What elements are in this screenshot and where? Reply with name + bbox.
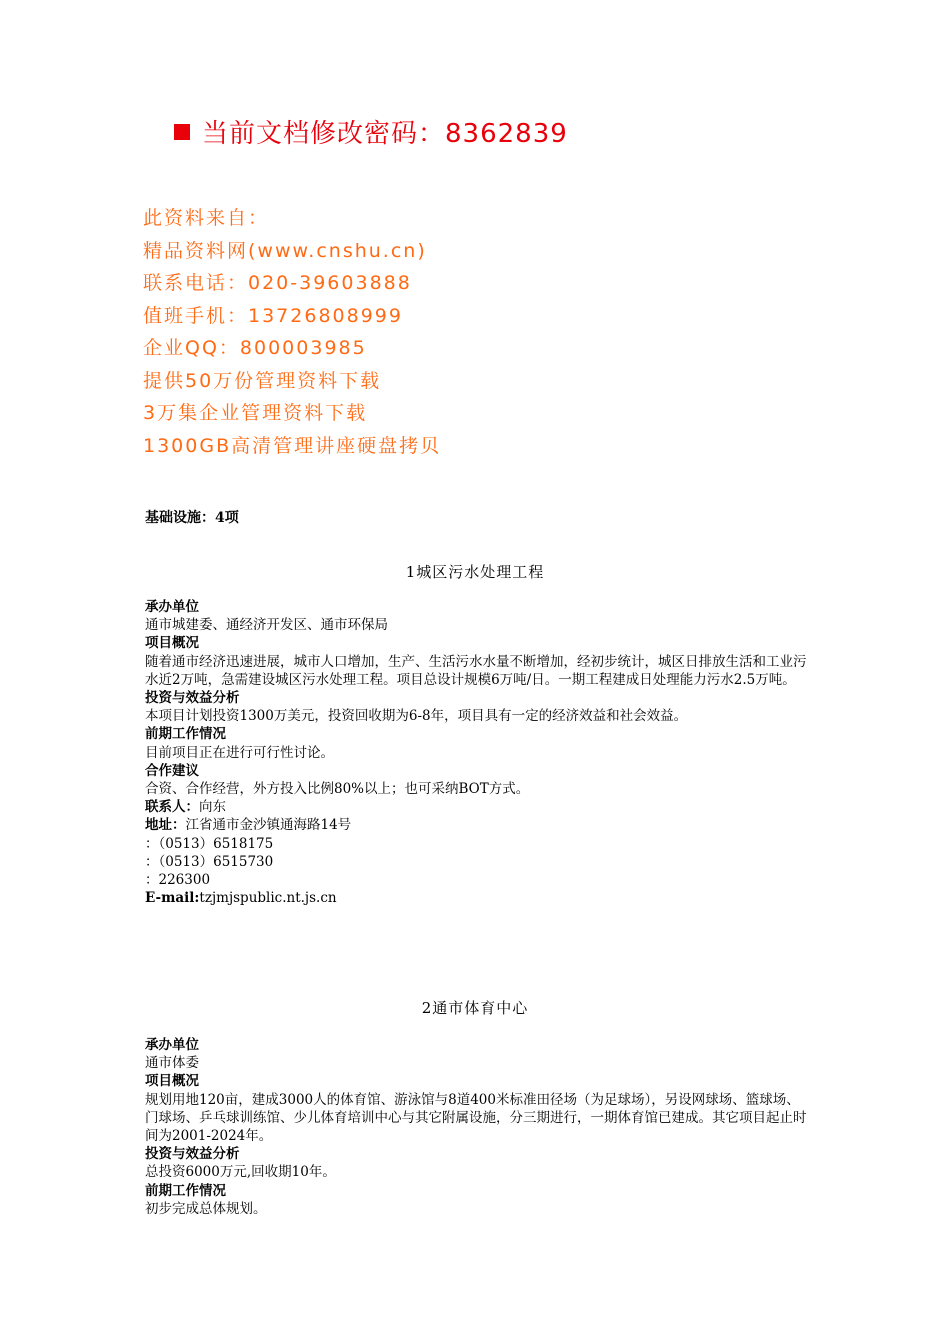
address-line [145, 816, 810, 834]
heading-invest: 投资与效益分析 [145, 1146, 240, 1163]
tel-line: ：（0513）6518175 [145, 835, 274, 852]
contact-label: 联系人： [145, 799, 199, 816]
fax-line: ：（0513）6515730 [145, 853, 274, 870]
project1-section [145, 598, 810, 907]
source-line: 联系电话：020-39603888 [143, 272, 412, 294]
overview-text: 规划用地120亩，建成3000人的体育馆、游泳馆与8道400米标准田径场（为足球场），另设网球场、篮球场、门球场、乒乓球训练馆、少儿体育培训中心与其它附属设施，分三期进行，一期体育馆已建成。其它项目起止时间为2001-2024年。 [145, 1091, 807, 1145]
source-line: 此资料来自： [143, 207, 270, 229]
heading-prework: 前期工作情况 [145, 726, 226, 743]
coop-text: 合资、合作经营，外方投入比例80%以上；也可采纳BOT方式。 [145, 781, 530, 798]
project2-title: 2通市体育中心 [421, 999, 529, 1017]
overview-text: 随着通市经济迅速进展，城市人口增加，生产、生活污水水量不断增加，经初步统计，城区日排放生活和工业污水近2万吨，急需建设城区污水处理工程。项目总设计规模6万吨/日。一期工程建成日处理能力污水2.5万吨。 [145, 653, 807, 688]
invest-text: 本项目计划投资1300万美元，投资回收期为6-8年，项目具有一定的经济效益和社会效益。 [145, 708, 688, 725]
prework-text: 目前项目正在进行可行性讨论。 [145, 744, 334, 761]
source-info [143, 202, 441, 462]
contact-value: 向东 [199, 799, 226, 816]
heading-coop: 合作建议 [145, 762, 199, 779]
project2-section [145, 1036, 810, 1218]
project1-title: 1城区污水处理工程 [405, 563, 545, 581]
email-label: E-mail: [145, 890, 200, 907]
heading-unit: 承办单位 [145, 1037, 199, 1053]
heading-overview: 项目概况 [145, 635, 199, 652]
infrastructure-label: 基础设施：4项 [145, 510, 239, 526]
heading-overview: 项目概况 [145, 1073, 199, 1090]
unit-text: 通市体委 [145, 1055, 199, 1072]
source-line: 1300GB高清管理讲座硬盘拷贝 [143, 434, 442, 457]
invest-text: 总投资6000万元,回收期10年。 [145, 1164, 336, 1181]
zip-line: ：226300 [145, 872, 211, 889]
source-line: 企业QQ：800003985 [143, 337, 367, 359]
email-value: tzjmjspublic.nt.js.cn [199, 890, 337, 907]
email-line [145, 889, 810, 907]
contact-line [145, 798, 810, 816]
source-line: 精品资料网(www.cnshu.cn) [143, 239, 427, 262]
heading-prework: 前期工作情况 [145, 1182, 226, 1199]
password-notice: 当前文档修改密码：8362839 [174, 113, 568, 150]
source-line: 值班手机：13726808999 [143, 304, 403, 327]
heading-unit: 承办单位 [145, 599, 199, 615]
source-line: 3万集企业管理资料下载 [143, 402, 368, 424]
prework-text: 初步完成总体规划。 [145, 1200, 267, 1217]
address-value: 江省通市金沙镇通海路14号 [185, 817, 352, 834]
address-label: 地址： [145, 817, 186, 834]
heading-invest: 投资与效益分析 [145, 690, 240, 707]
unit-text: 通市城建委、通经济开发区、通市环保局 [145, 617, 388, 634]
source-line: 提供50万份管理资料下载 [143, 369, 382, 392]
red-square-icon [174, 124, 190, 140]
